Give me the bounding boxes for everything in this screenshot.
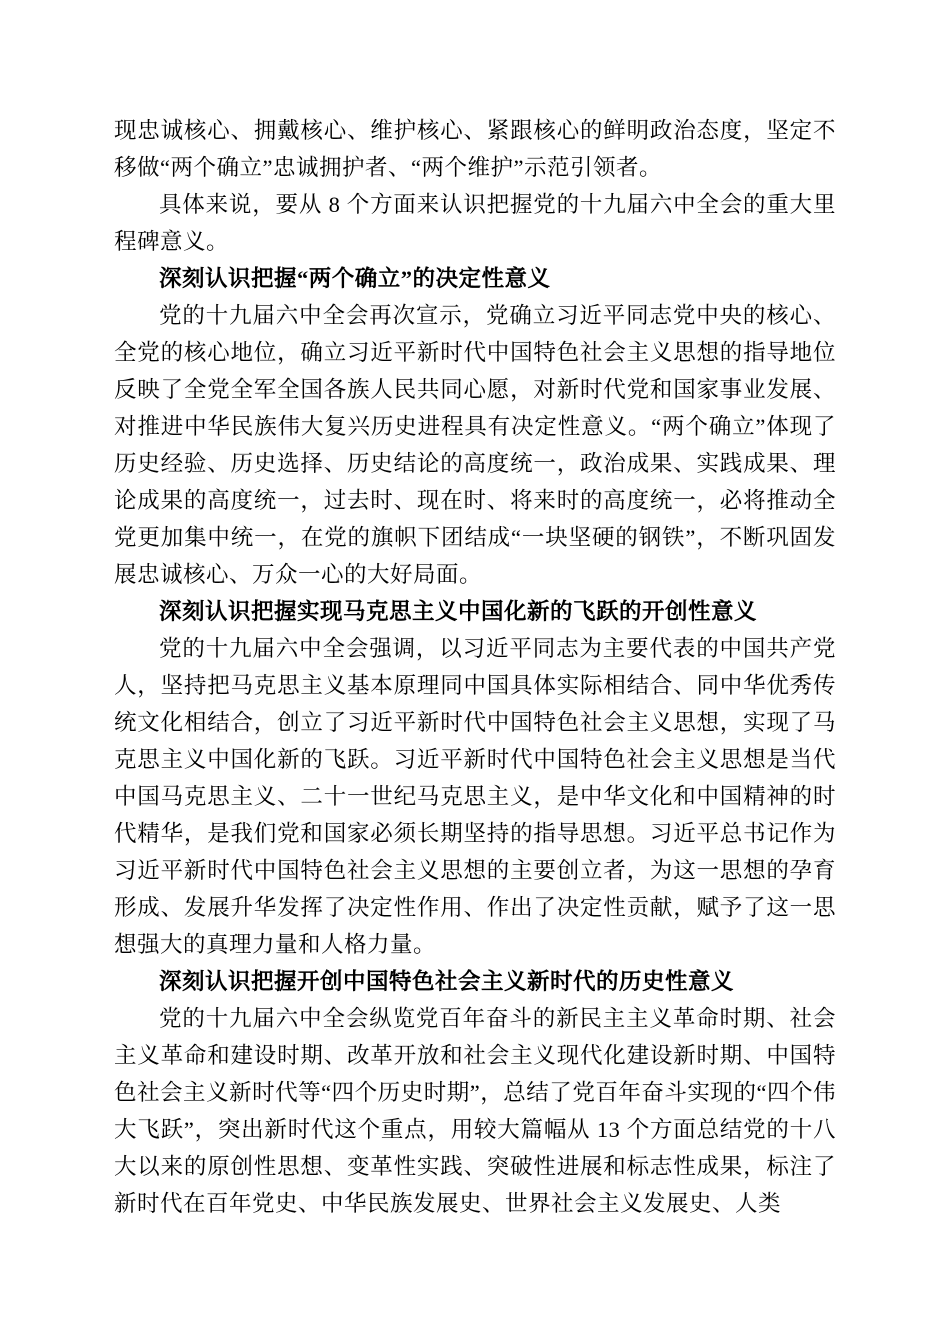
paragraph: 党的十九届六中全会再次宣示，党确立习近平同志党中央的核心、全党的核心地位，确立习近平新时代中国特色社会主义思想的指导地位反映了全党全军全国各族人民共同心愿，对新时代党和国家事业发展、对推进中华民族伟大复兴历史进程具有决定性意义。“两个确立”体现了历史经验、历史选择、历史结论的高度统一，政治成果、实践成果、理论成果的高度统一，过去时、现在时、将来时的高度统一，必将推动全党更加集中统一，在党的旗帜下团结成“一块坚硬的钢铁”，不断巩固发展忠诚核心、万众一心的大好局面。 xyxy=(114,303,836,587)
section-heading: 深刻认识把握开创中国特色社会主义新时代的历史性意义 xyxy=(159,969,735,994)
paragraph: 党的十九届六中全会纵览党百年奋斗的新民主主义革命时期、社会主义革命和建设时期、改革开放和社会主义现代化建设新时期、中国特色社会主义新时代等“四个历史时期”，总结了党百年奋斗实现的“四个伟大飞跃”，突出新时代这个重点，用较大篇幅从 13 个方面总结党的十八大以来的原创性思想、变革性实践、突破性进展和标志性成果，标注了新时代在百年党史、中华民族发展史、世界社会主义发展史、人类 xyxy=(114,1006,836,1216)
paragraph-continuation: 现忠诚核心、拥戴核心、维护核心、紧跟核心的鲜明政治态度，坚定不移做“两个确立”忠诚拥护者、“两个维护”示范引领者。 xyxy=(114,118,836,180)
paragraph: 具体来说，要从 8 个方面来认识把握党的十九届六中全会的重大里程碑意义。 xyxy=(114,192,836,254)
section-heading: 深刻认识把握实现马克思主义中国化新的飞跃的开创性意义 xyxy=(159,599,758,624)
section-heading: 深刻认识把握“两个确立”的决定性意义 xyxy=(159,266,551,291)
paragraph: 党的十九届六中全会强调，以习近平同志为主要代表的中国共产党人，坚持把马克思主义基本原理同中国具体实际相结合、同中华优秀传统文化相结合，创立了习近平新时代中国特色社会主义思想，实现了马克思主义中国化新的飞跃。习近平新时代中国特色社会主义思想是当代中国马克思主义、二十一世纪马克思主义，是中华文化和中国精神的时代精华，是我们党和国家必须长期坚持的指导思想。习近平总书记作为习近平新时代中国特色社会主义思想的主要创立者，为这一思想的孕育形成、发展升华发挥了决定性作用、作出了决定性贡献，赋予了这一思想强大的真理力量和人格力量。 xyxy=(114,636,836,957)
